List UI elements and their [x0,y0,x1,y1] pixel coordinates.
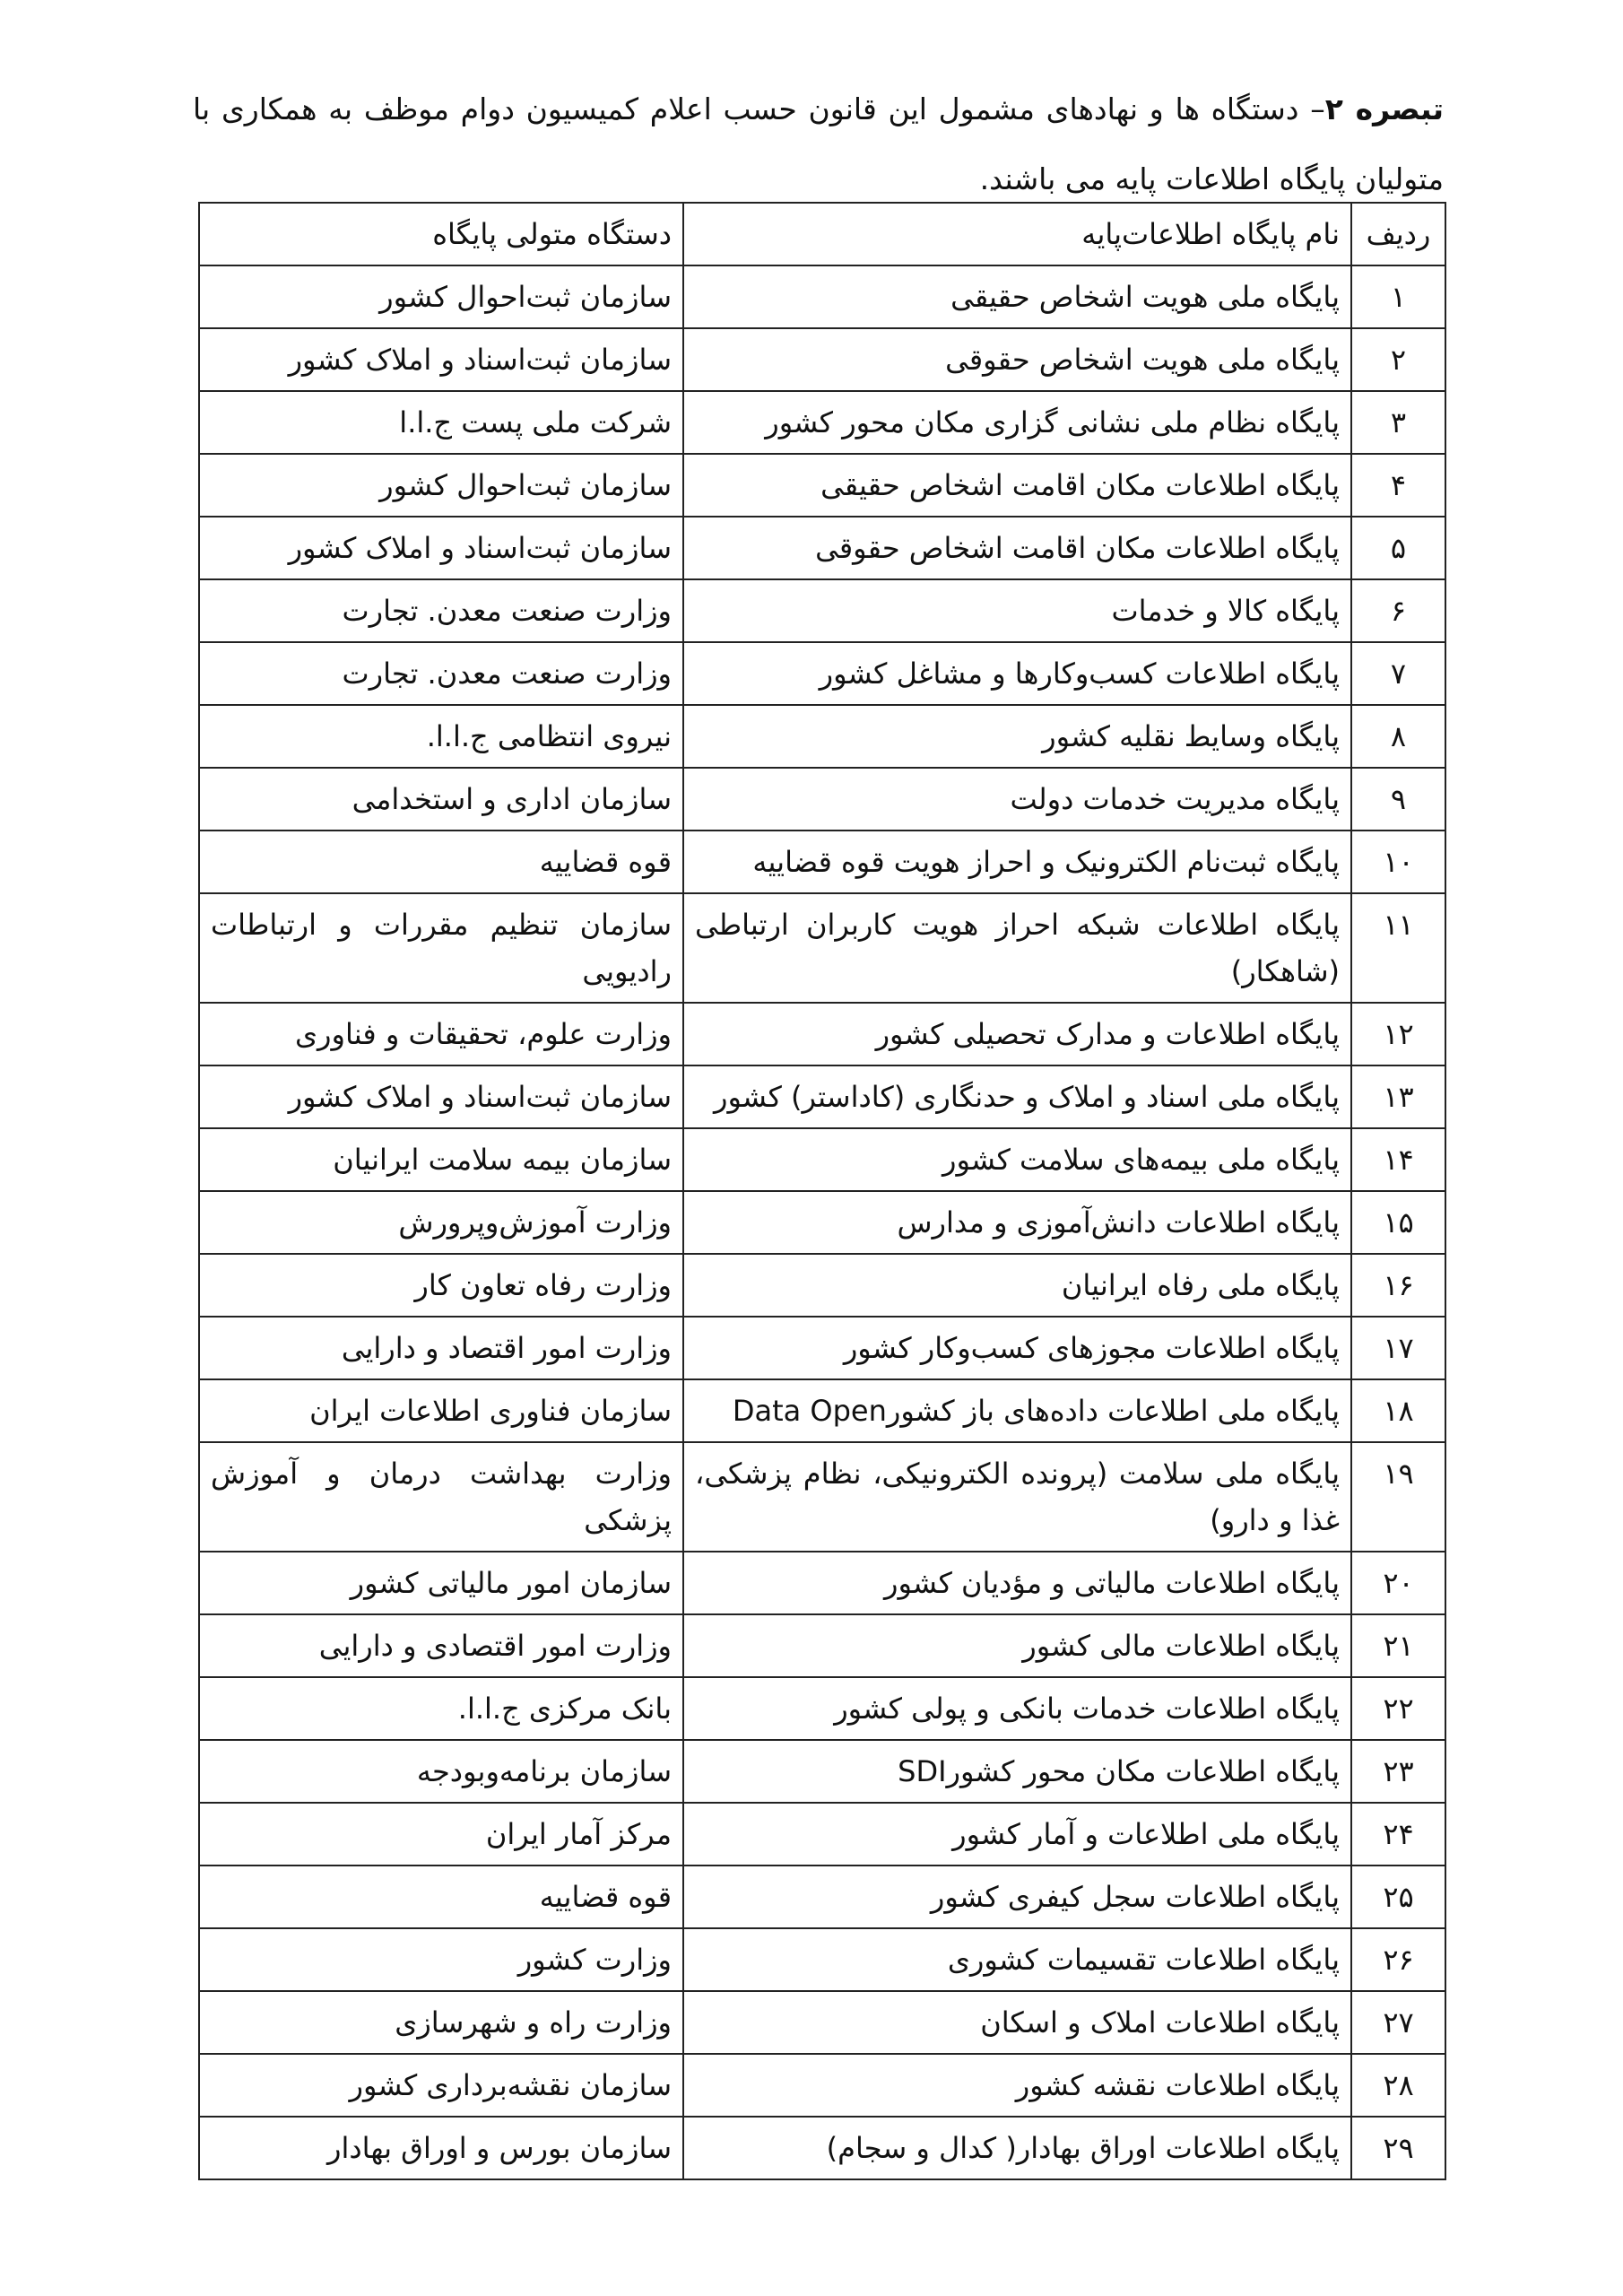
database-name-cell: پایگاه اطلاعات دانش‌آموزی و مدارس [683,1191,1351,1254]
row-number-cell: ۲۵ [1351,1866,1445,1928]
table-row [199,1379,1445,1442]
table-row [199,1740,1445,1803]
table-row [199,1442,1445,1552]
row-number-cell: ۴ [1351,454,1445,517]
note-paragraph [193,74,1444,214]
row-number-cell: ۲۸ [1351,2054,1445,2117]
database-name-cell: پایگاه اطلاعات شبکه احراز هویت کاربران ارتباطی (شاهکار) [683,893,1351,1003]
database-name-cell: پایگاه نظام ملی نشانی گزاری مکان محور کشور [683,391,1351,454]
row-number-cell: ۱۶ [1351,1254,1445,1317]
custodian-organization-cell: سازمان ثبت‌اسناد و املاک کشور [199,1065,683,1128]
database-name-cell: پایگاه اطلاعات مکان اقامت اشخاص حقوقی [683,517,1351,579]
row-number-cell: ۶ [1351,579,1445,642]
row-number-cell: ۳ [1351,391,1445,454]
table-row [199,579,1445,642]
row-number-cell: ۹ [1351,768,1445,831]
table-row [199,893,1445,1003]
custodian-organization-cell: وزارت صنعت معدن. تجارت [199,579,683,642]
table-row [199,1191,1445,1254]
custodian-organization-cell: وزارت راه و شهرسازی [199,1991,683,2054]
custodian-organization-cell: قوه قضاییه [199,831,683,893]
table-row [199,1003,1445,1065]
database-name-cell: پایگاه اطلاعات املاک و اسکان [683,1991,1351,2054]
database-name-cell: پایگاه اطلاعات کسب‌وکارها و مشاغل کشور [683,642,1351,705]
row-number-cell: ۲۳ [1351,1740,1445,1803]
custodian-organization-cell: سازمان برنامه‌وبودجه [199,1740,683,1803]
table-body [199,265,1445,2179]
row-number-cell: ۱۸ [1351,1379,1445,1442]
database-name-cell: پایگاه اطلاعات مکان محور کشورSDI [683,1740,1351,1803]
row-number-cell: ۲ [1351,328,1445,391]
database-name-cell: پایگاه اطلاعات مکان اقامت اشخاص حقیقی [683,454,1351,517]
database-name-cell: پایگاه کالا و خدمات [683,579,1351,642]
table-row [199,831,1445,893]
custodian-organization-cell: وزارت امور اقتصادی و دارایی [199,1614,683,1677]
database-name-cell: پایگاه ثبت‌نام الکترونیک و احراز هویت قوه قضاییه [683,831,1351,893]
header-row-number: ردیف [1351,203,1445,265]
custodian-organization-cell: سازمان بیمه سلامت ایرانیان [199,1128,683,1191]
custodian-organization-cell: سازمان فناوری اطلاعات ایران [199,1379,683,1442]
note-text: – دستگاه ها و نهادهای مشمول این قانون حسب اعلام کمیسیون دوام موظف به همکاری با متولیان پایگاه اطلاعات پایه می باشند. [193,91,1444,196]
row-number-cell: ۱۱ [1351,893,1445,1003]
database-name-cell: پایگاه ملی هویت اشخاص حقیقی [683,265,1351,328]
database-name-cell: پایگاه اطلاعات خدمات بانکی و پولی کشور [683,1677,1351,1740]
database-registry-table [198,202,1446,2180]
row-number-cell: ۱۷ [1351,1317,1445,1379]
custodian-organization-cell: وزارت رفاه تعاون کار [199,1254,683,1317]
database-name-cell: پایگاه ملی اطلاعات و آمار کشور [683,1803,1351,1866]
table-row [199,1317,1445,1379]
table-row [199,1128,1445,1191]
custodian-organization-cell: سازمان امور مالیاتی کشور [199,1552,683,1614]
database-name-cell: پایگاه ملی اسناد و املاک و حدنگاری (کاداستر) کشور [683,1065,1351,1128]
header-custodian-organization: دستگاه متولی پایگاه [199,203,683,265]
table-row [199,768,1445,831]
custodian-organization-cell: سازمان نقشه‌برداری کشور [199,2054,683,2117]
row-number-cell: ۱۴ [1351,1128,1445,1191]
custodian-organization-cell: سازمان ثبت‌اسناد و املاک کشور [199,517,683,579]
row-number-cell: ۱ [1351,265,1445,328]
note-title: تبصره ۲ [1324,91,1444,126]
database-name-cell: پایگاه اطلاعات اوراق بهادار( کدال و سجام) [683,2117,1351,2179]
row-number-cell: ۱۹ [1351,1442,1445,1552]
table-row [199,1866,1445,1928]
table-row [199,391,1445,454]
database-name-cell: پایگاه اطلاعات سجل کیفری کشور [683,1866,1351,1928]
custodian-organization-cell: سازمان اداری و استخدامی [199,768,683,831]
database-name-cell: پایگاه اطلاعات نقشه کشور [683,2054,1351,2117]
table-row [199,1928,1445,1991]
table-row [199,642,1445,705]
table-row [199,1552,1445,1614]
table-row [199,1677,1445,1740]
table-row [199,1614,1445,1677]
table-row [199,2117,1445,2179]
table-row [199,2054,1445,2117]
database-name-cell: پایگاه اطلاعات و مدارک تحصیلی کشور [683,1003,1351,1065]
custodian-organization-cell: قوه قضاییه [199,1866,683,1928]
row-number-cell: ۲۲ [1351,1677,1445,1740]
table-row [199,517,1445,579]
row-number-cell: ۲۰ [1351,1552,1445,1614]
table-row [199,1254,1445,1317]
custodian-organization-cell: وزارت آموزش‌وپرورش [199,1191,683,1254]
table-row [199,705,1445,768]
database-name-cell: پایگاه ملی اطلاعات داده‌های باز کشورData Open [683,1379,1351,1442]
table-header-row [199,203,1445,265]
database-name-cell: پایگاه مدیریت خدمات دولت [683,768,1351,831]
row-number-cell: ۲۴ [1351,1803,1445,1866]
table-row [199,1803,1445,1866]
table-row [199,328,1445,391]
row-number-cell: ۲۱ [1351,1614,1445,1677]
database-name-cell: پایگاه ملی هویت اشخاص حقوقی [683,328,1351,391]
custodian-organization-cell: وزارت صنعت معدن. تجارت [199,642,683,705]
database-name-cell: پایگاه اطلاعات تقسیمات کشوری [683,1928,1351,1991]
custodian-organization-cell: سازمان بورس و اوراق بهادار [199,2117,683,2179]
row-number-cell: ۱۲ [1351,1003,1445,1065]
row-number-cell: ۸ [1351,705,1445,768]
row-number-cell: ۲۶ [1351,1928,1445,1991]
row-number-cell: ۷ [1351,642,1445,705]
table-row [199,265,1445,328]
database-name-cell: پایگاه وسایط نقلیه کشور [683,705,1351,768]
header-database-name: نام پایگاه اطلاعات‌پایه [683,203,1351,265]
custodian-organization-cell: وزارت بهداشت درمان و آموزش پزشکی [199,1442,683,1552]
row-number-cell: ۲۹ [1351,2117,1445,2179]
table-row [199,1991,1445,2054]
database-name-cell: پایگاه اطلاعات مالی کشور [683,1614,1351,1677]
custodian-organization-cell: وزارت علوم، تحقیقات و فناوری [199,1003,683,1065]
custodian-organization-cell: شرکت ملی پست ج.ا.ا [199,391,683,454]
custodian-organization-cell: وزارت امور اقتصاد و دارایی [199,1317,683,1379]
custodian-organization-cell: سازمان ثبت‌احوال کشور [199,454,683,517]
row-number-cell: ۱۵ [1351,1191,1445,1254]
table-row [199,1065,1445,1128]
table-row [199,454,1445,517]
row-number-cell: ۱۳ [1351,1065,1445,1128]
row-number-cell: ۱۰ [1351,831,1445,893]
custodian-organization-cell: مرکز آمار ایران [199,1803,683,1866]
database-name-cell: پایگاه اطلاعات مالیاتی و مؤدیان کشور [683,1552,1351,1614]
custodian-organization-cell: بانک مرکزی ج.ا.ا. [199,1677,683,1740]
database-name-cell: پایگاه ملی بیمه‌های سلامت کشور [683,1128,1351,1191]
database-name-cell: پایگاه اطلاعات مجوزهای کسب‌وکار کشور [683,1317,1351,1379]
custodian-organization-cell: سازمان ثبت‌اسناد و املاک کشور [199,328,683,391]
database-name-cell: پایگاه ملی سلامت (پرونده الکترونیکی، نظام پزشکی، غذا و دارو) [683,1442,1351,1552]
row-number-cell: ۵ [1351,517,1445,579]
custodian-organization-cell: سازمان تنظیم مقررات و ارتباطات رادیویی [199,893,683,1003]
row-number-cell: ۲۷ [1351,1991,1445,2054]
database-name-cell: پایگاه ملی رفاه ایرانیان [683,1254,1351,1317]
custodian-organization-cell: نیروی انتظامی ج.ا.ا. [199,705,683,768]
custodian-organization-cell: وزارت کشور [199,1928,683,1991]
custodian-organization-cell: سازمان ثبت‌احوال کشور [199,265,683,328]
